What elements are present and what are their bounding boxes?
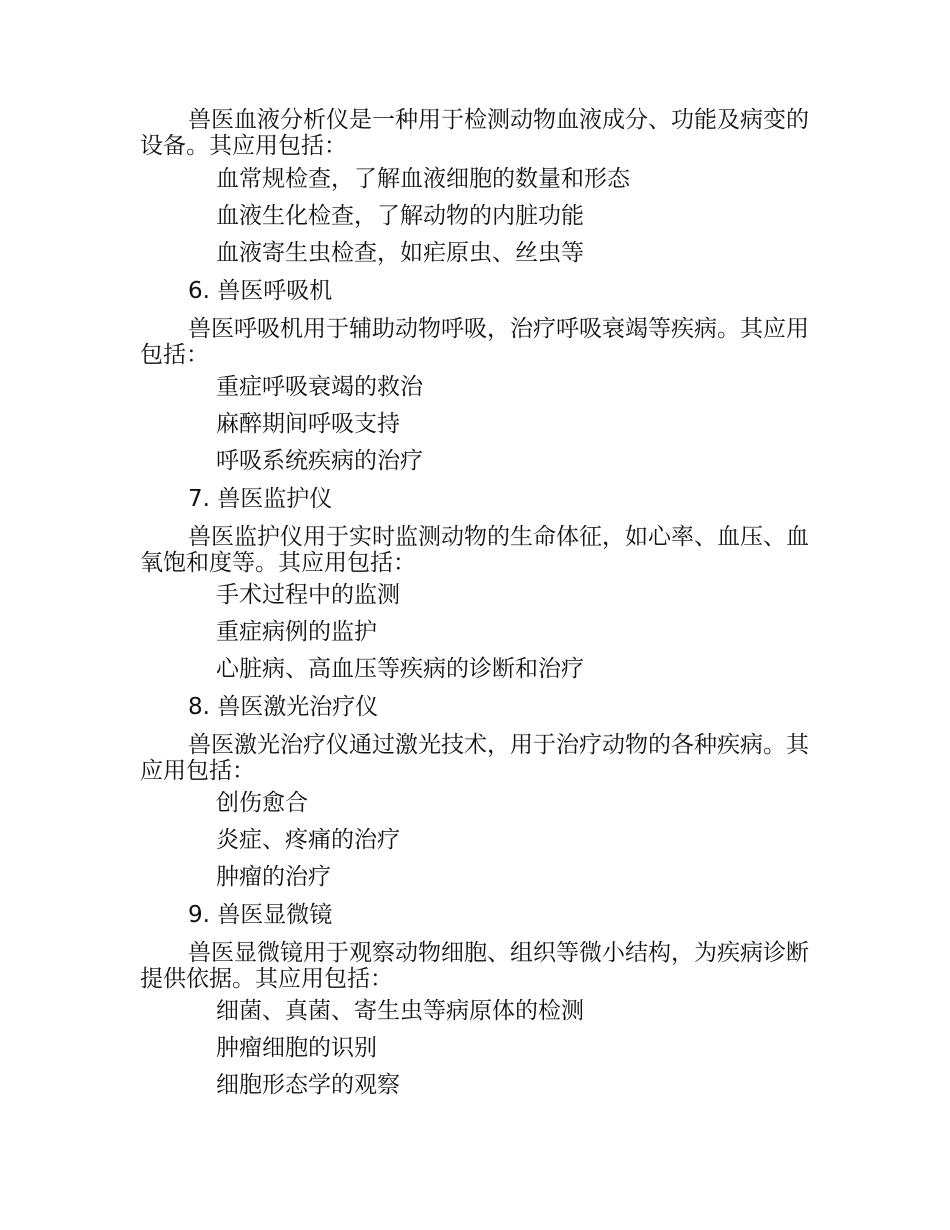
ventilator-item-3: 呼吸系统疾病的治疗 bbox=[216, 448, 423, 474]
blood-analyzer-intro: 兽医血液分析仪是一种用于检测动物血液成分、功能及病变的设备。其应用包括： bbox=[140, 107, 809, 159]
monitor-item-3: 心脏病、高血压等疾病的诊断和治疗 bbox=[216, 656, 584, 682]
laser-intro: 兽医激光治疗仪通过激光技术，用于治疗动物的各种疾病。其应用包括： bbox=[140, 732, 809, 784]
laser-item-2: 炎症、疼痛的治疗 bbox=[216, 827, 400, 853]
monitor-item-1: 手术过程中的监测 bbox=[216, 582, 400, 608]
microscope-item-2: 肿瘤细胞的识别 bbox=[216, 1035, 377, 1061]
blood-analyzer-item-1: 血常规检查，了解血液细胞的数量和形态 bbox=[216, 166, 630, 192]
microscope-heading: 9. 兽医显微镜 bbox=[188, 902, 333, 928]
laser-item-1: 创伤愈合 bbox=[216, 790, 308, 816]
microscope-intro: 兽医显微镜用于观察动物细胞、组织等微小结构，为疾病诊断提供依据。其应用包括： bbox=[140, 940, 809, 992]
monitor-heading: 7. 兽医监护仪 bbox=[188, 486, 333, 512]
laser-heading: 8. 兽医激光治疗仪 bbox=[188, 694, 379, 720]
blood-analyzer-item-2: 血液生化检查，了解动物的内脏功能 bbox=[216, 203, 584, 229]
monitor-item-2: 重症病例的监护 bbox=[216, 619, 377, 645]
laser-item-3: 肿瘤的治疗 bbox=[216, 864, 331, 890]
ventilator-item-1: 重症呼吸衰竭的救治 bbox=[216, 374, 423, 400]
blood-analyzer-item-3: 血液寄生虫检查，如疟原虫、丝虫等 bbox=[216, 240, 584, 266]
ventilator-item-2: 麻醉期间呼吸支持 bbox=[216, 411, 400, 437]
microscope-item-3: 细胞形态学的观察 bbox=[216, 1072, 400, 1098]
ventilator-intro: 兽医呼吸机用于辅助动物呼吸，治疗呼吸衰竭等疾病。其应用包括： bbox=[140, 316, 809, 368]
microscope-item-1: 细菌、真菌、寄生虫等病原体的检测 bbox=[216, 998, 584, 1024]
ventilator-heading: 6. 兽医呼吸机 bbox=[188, 278, 333, 304]
monitor-intro: 兽医监护仪用于实时监测动物的生命体征，如心率、血压、血氧饱和度等。其应用包括： bbox=[140, 524, 809, 576]
